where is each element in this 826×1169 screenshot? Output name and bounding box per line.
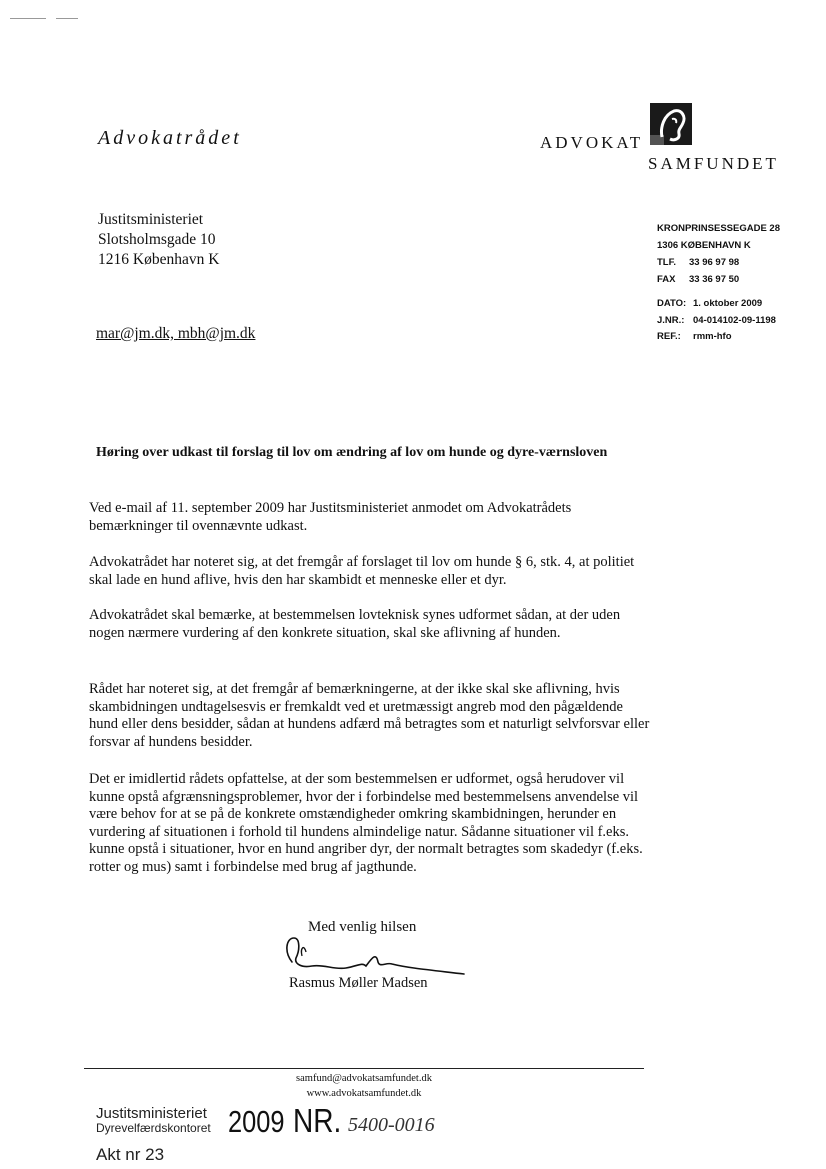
footer-web[interactable]: www.advokatsamfundet.dk — [306, 1088, 422, 1099]
letter-meta — [657, 296, 776, 346]
samfundet-wordmark: SAMFUNDET — [648, 154, 779, 173]
signatory-name: Rasmus Møller Madsen — [289, 975, 428, 991]
advokatradet-title: Advokatrådet — [98, 127, 242, 149]
fax-label: FAX — [657, 274, 676, 285]
sender-street: KRONPRINSESSEGADE 28 — [657, 223, 781, 234]
body-paragraph: Advokatrådet har noteret sig, at det fremgår af forslaget til lov om hunde § 6, stk. 4, at politiet skal lade en hund aflive, hvis den har skambidt et menneske eller et dyr. — [89, 554, 635, 588]
scan-mark — [10, 18, 46, 19]
sender-fax — [657, 271, 780, 288]
stamp-nr-label: NR. — [293, 1102, 342, 1139]
jnr-value: 04-014102-09-1198 — [693, 314, 776, 326]
advokat-wordmark: ADVOKAT — [540, 133, 644, 152]
stamp-year: 2009 — [228, 1104, 285, 1139]
closing-greeting: Med venlig hilsen — [308, 919, 417, 935]
body-paragraph: Rådet har noteret sig, at det fremgår af bemærkningerne, at der ikke skal ske aflivning, hvis skambidningen undtagelsesvis er fremkaldt ved et uretmæssigt angreb mod den pågældende hund eller dens besidder, sådan at hundens adfærd må betragtes som et naturligt selvforsvar eller forsvar af hundens besidder. — [89, 681, 650, 750]
date-value: 1. oktober 2009 — [693, 298, 763, 309]
body-paragraph: Advokatrådet skal bemærke, at bestemmelsen lovteknisk synes udformet sådan, at der uden nogen nærmere vurdering af den konkrete situation, skal ske aflivning af hunden. — [89, 607, 621, 641]
ref-label: REF.: — [657, 331, 681, 342]
phone-label: TLF. — [657, 257, 676, 268]
sender-phone — [657, 254, 780, 271]
meta-ref — [657, 329, 776, 346]
advokatsamfundet-logo-icon — [648, 101, 694, 147]
meta-date — [657, 296, 776, 313]
stamp-office: Dyrevelfærdskontoret — [96, 1121, 211, 1135]
stamp-ministry: Justitsministeriet — [96, 1105, 207, 1122]
fax-value: 33 36 97 50 — [689, 274, 740, 285]
meta-jnr — [657, 313, 776, 330]
sender-city: 1306 KØBENHAVN K — [657, 240, 751, 251]
footer-contact — [84, 1071, 644, 1101]
stamp-case-number: 5400-0016 — [348, 1114, 435, 1136]
letter-subject: Høring over udkast til forslag til lov om ændring af lov om hunde og dyre-værnsloven — [96, 445, 608, 460]
date-label: DATO: — [657, 298, 687, 309]
recipient-emails[interactable]: mar@jm.dk, mbh@jm.dk — [96, 325, 256, 342]
scan-mark — [56, 18, 78, 19]
body-paragraph: Det er imidlertid rådets opfattelse, at der som bestemmelsen er udformet, også herudover vil kunne opstå afgrænsningsproblemer, hvor der i forbindelse med bestemmelsens anvendelse vil være behov for at se på de konkrete omstændigheder omkring skambidningen, herunder en vurdering af situationen i forhold til hundens almindelige natur. Sådanne situationer vil f.eks. kunne opstå i situationer, hvor en hund angriber dyr, der normalt betragtes som skadedyr (f.eks. rotter og mus) samt i forbindelse med brug af jagthunde. — [89, 771, 643, 875]
footer-email[interactable]: samfund@advokatsamfundet.dk — [296, 1073, 432, 1084]
jnr-label: J.NR.: — [657, 314, 685, 326]
sender-address — [657, 220, 780, 288]
phone-value: 33 96 97 98 — [689, 257, 740, 268]
address-line: 1216 København K — [98, 251, 220, 268]
address-line: Slotsholmsgade 10 — [98, 231, 216, 248]
ref-value: rmm-hfo — [693, 331, 732, 342]
footer-divider — [84, 1068, 644, 1069]
stamp-akt-number: Akt nr 23 — [96, 1145, 165, 1164]
address-line: Justitsministeriet — [98, 211, 204, 228]
body-paragraph: Ved e-mail af 11. september 2009 har Justitsministeriet anmodet om Advokatrådets bemærkninger til ovennævnte udkast. — [89, 500, 572, 534]
recipient-address — [98, 210, 219, 270]
